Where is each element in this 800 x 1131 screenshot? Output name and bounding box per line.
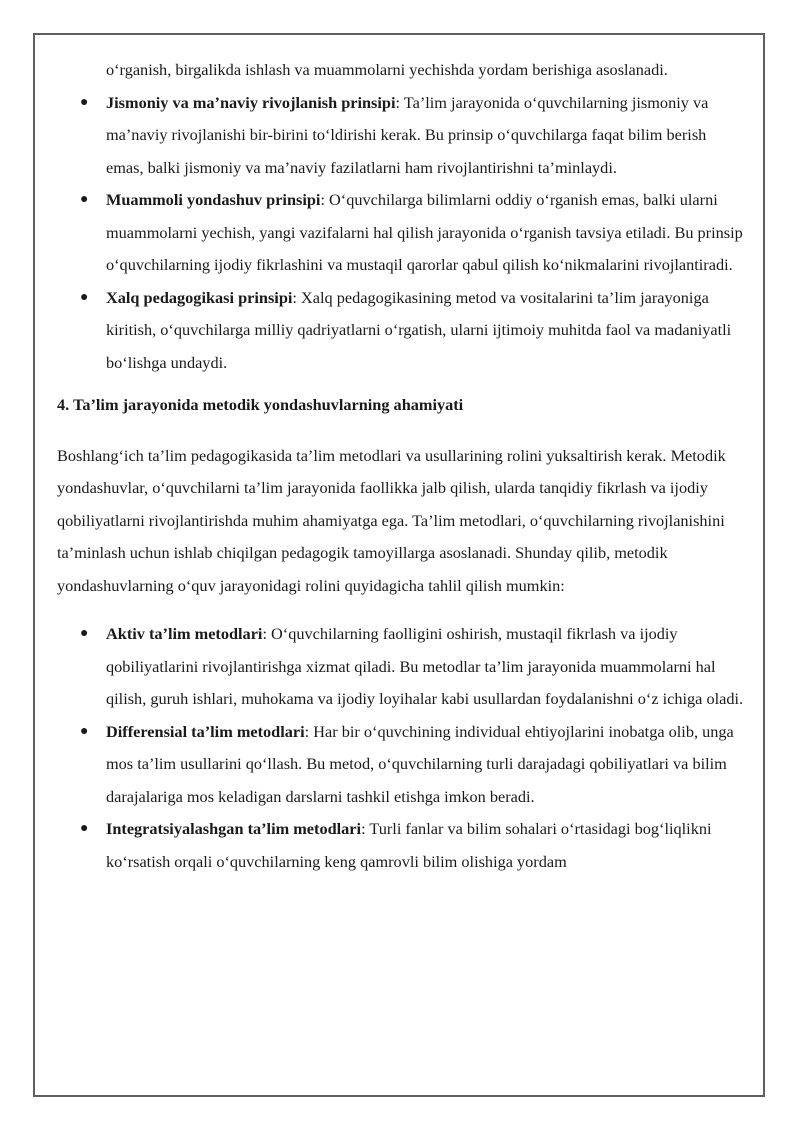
bullet-icon: ● — [80, 192, 89, 207]
list-item — [57, 87, 747, 185]
list-item — [57, 618, 747, 716]
section-heading: 4. Ta’lim jarayonida metodik yondashuvlarning ahamiyati — [57, 395, 464, 414]
item-text: : Har bir o‘quvchining individual ehtiyojlarini inobatga olib, unga mos ta’lim usullarini qo‘llash. Bu metod, o‘quvchilarning turli darajadagi qobiliyatlari va bilim darajalariga mos keladigan darslarni tashkil etishga imkon beradi. — [106, 721, 734, 806]
item-term: Differensial ta’lim metodlari — [106, 721, 305, 741]
document-body — [57, 54, 747, 878]
list-item — [57, 716, 747, 814]
methods-list — [57, 618, 747, 878]
body-paragraph: Boshlang‘ich ta’lim pedagogikasida ta’lim metodlari va usullarining rolini yuksaltirish kerak. Metodik yondashuvlar, o‘quvchilarni ta’lim jarayonida faollikka jalb qilish, ularda tanqidiy fikrlash va ijodiy qobiliyatlarni rivojlantirishda muhim ahamiyatga ega. Ta’lim metodlari, o‘quvchilarning rivojlanishini ta’minlash uchun ishlab chiqilgan pedagogik tamoyillarga asoslanadi. Shunday qilib, metodik yondashuvlarning o‘quv jarayonidagi rolini quyidagicha tahlil qilish mumkin: — [57, 445, 726, 595]
bullet-icon: ● — [80, 94, 89, 110]
item-term: Xalq pedagogikasi prinsipi — [106, 287, 293, 307]
item-term: Integratsiyalashgan ta’lim metodlari — [106, 819, 362, 838]
list-item — [57, 813, 747, 878]
bullet-icon: ● — [80, 723, 89, 739]
list-item — [57, 184, 747, 282]
bullet-icon: ● — [80, 289, 89, 305]
continuation-paragraph: o‘rganish, birgalikda ishlash va muammolarni yechishda yordam berishiga asoslanadi. — [106, 60, 668, 79]
item-text: : Turli fanlar va bilim sohalari o‘rtasidagi bog‘liqlikni ko‘rsatish orqali o‘quvchilarning keng qamrovli bilim olishiga yordam — [106, 819, 712, 871]
item-text: : Xalq pedagogikasining metod va vositalarini ta’lim jarayoniga kiritish, o‘quvchilarga milliy qadriyatlarni o‘rgatish, ularni ijtimoiy muhitda faol va madaniyatli bo‘lishga undaydi. — [106, 287, 732, 372]
item-text: : Ta’lim jarayonida o‘quvchilarning jismoniy va ma’naviy rivojlanishi bir-birini to‘ldirishi kerak. Bu prinsip o‘quvchilarga faqat bilim berish emas, balki jismoniy va ma’naviy fazilatlarni ham rivojlantirishni ta’minlaydi. — [106, 92, 709, 177]
principles-list — [57, 87, 747, 380]
item-text: : O‘quvchilarga bilimlarni oddiy o‘rganish emas, balki ularni muammolarni yechish, yangi vazifalarni hal qilish jarayonida o‘rganish tavsiya etiladi. Bu prinsip o‘quvchilarning ijodiy fikrlashini va mustaqil qarorlar qabul qilish ko‘nikmalarini rivojlantiradi. — [106, 190, 743, 274]
item-term: Aktiv ta’lim metodlari — [106, 624, 263, 643]
item-term: Muammoli yondashuv prinsipi — [106, 190, 321, 209]
item-term: Jismoniy va ma’naviy rivojlanish prinsipi — [106, 92, 396, 112]
bullet-icon: ● — [80, 821, 89, 836]
list-item — [57, 282, 747, 380]
item-text: : O‘quvchilarning faolligini oshirish, mustaqil fikrlash va ijodiy qobiliyatlarini rivojlantirishga xizmat qiladi. Bu metodlar ta’lim jarayonida muammolarni hal qilish, guruh ishlari, muhokama va ijodiy loyihalar kabi usullardan foydalanishni o‘z ichiga oladi. — [106, 624, 744, 708]
bullet-icon: ● — [80, 626, 89, 641]
